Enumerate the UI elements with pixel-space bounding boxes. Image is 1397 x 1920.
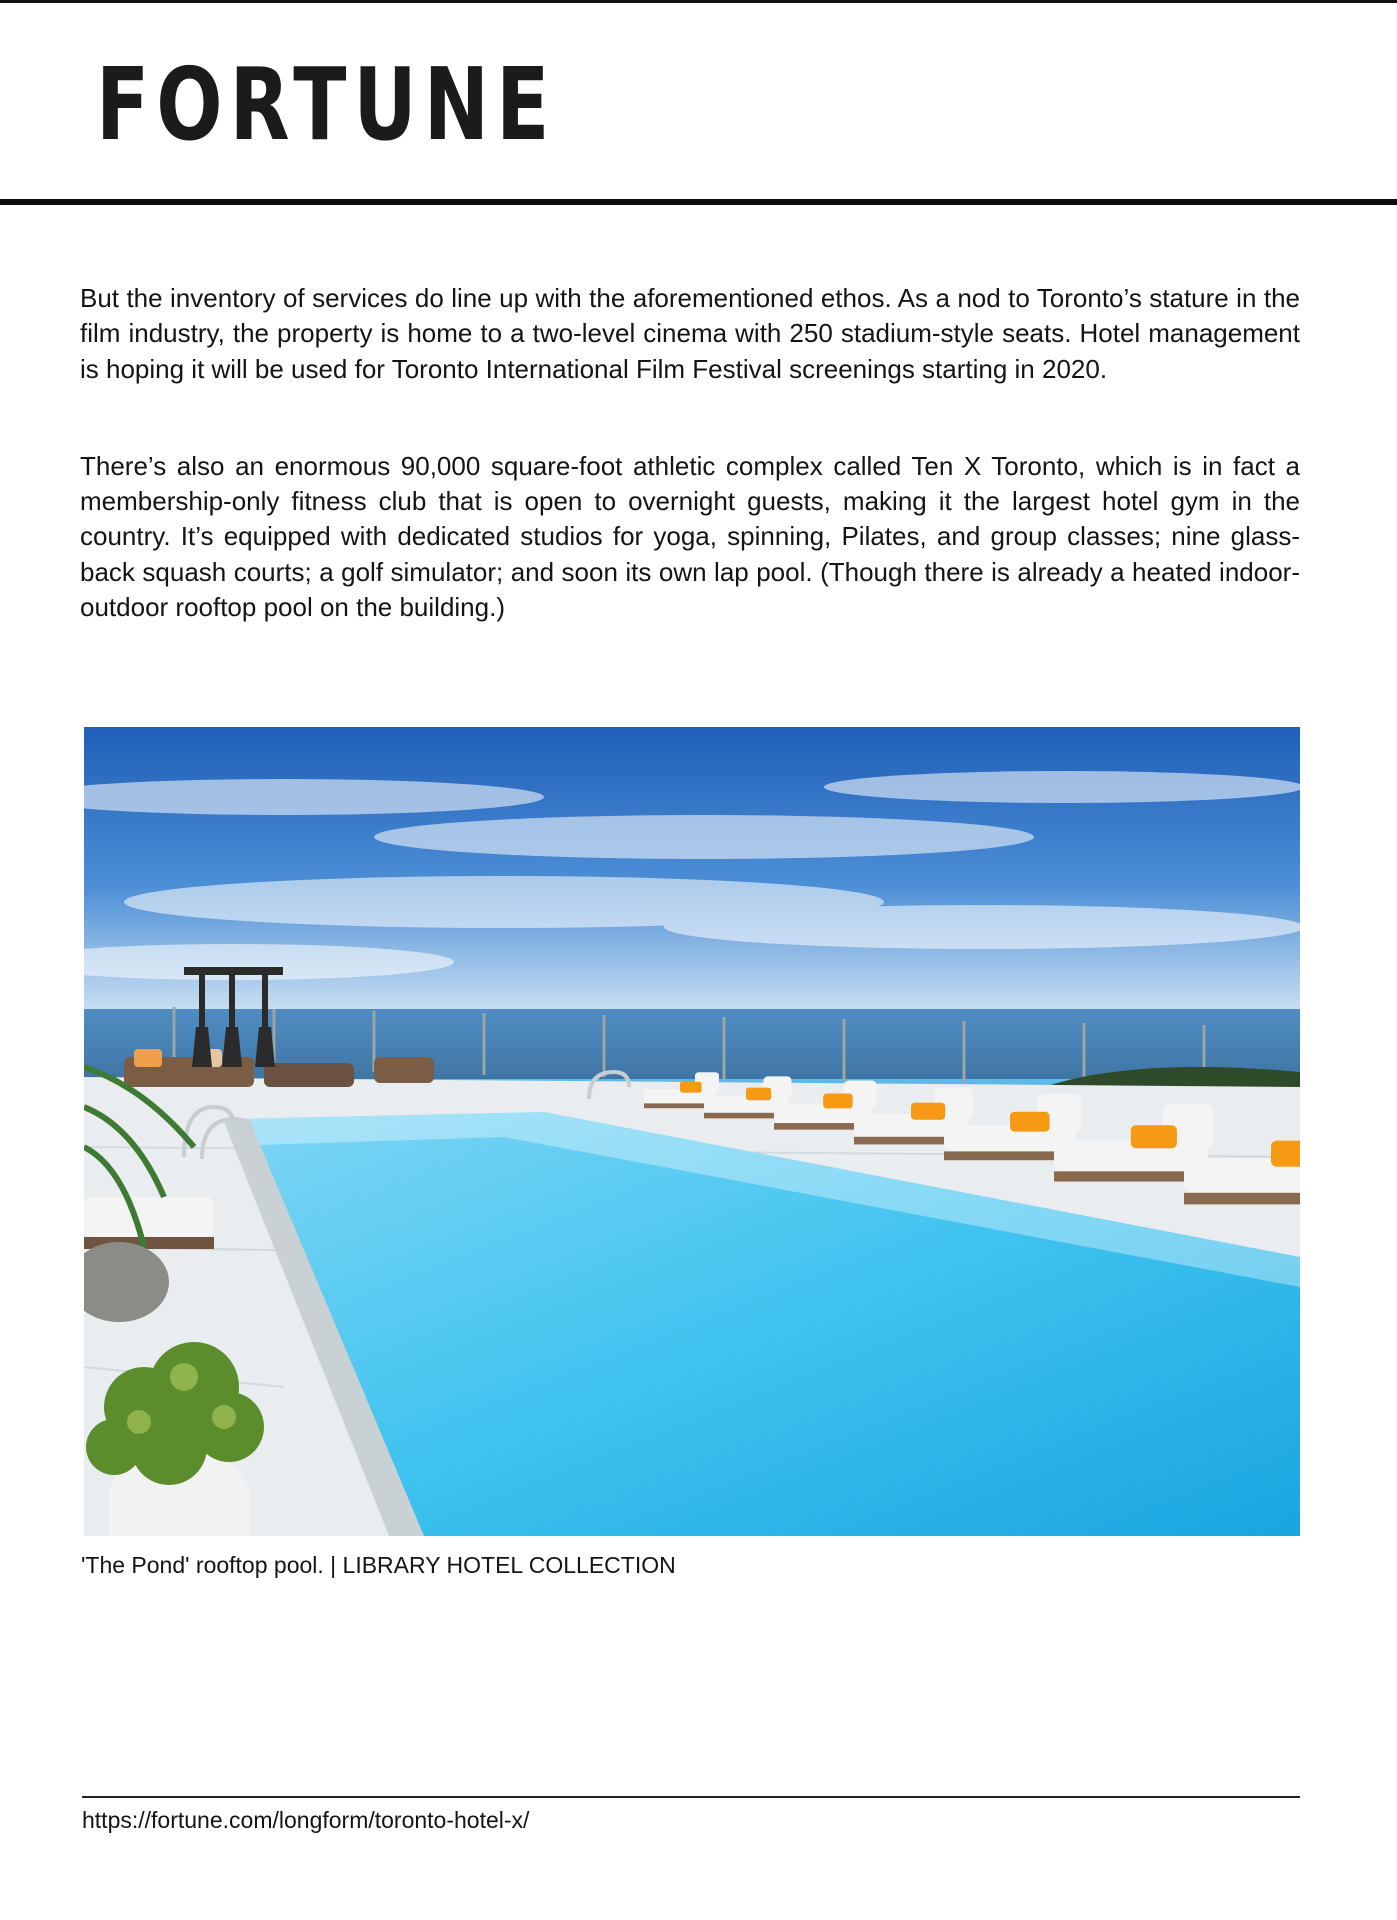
masthead: [0, 3, 1397, 199]
article-body: [80, 281, 1300, 625]
footer-divider: [82, 1796, 1300, 1798]
rooftop-pool-photo: [84, 727, 1300, 1536]
source-url[interactable]: https://fortune.com/longform/toronto-hotel-x/: [82, 1807, 530, 1833]
article-paragraph-2: There’s also an enormous 90,000 square-foot athletic complex called Ten X Toronto, which is in fact a membership-only fitness club that is open to overnight guests, making it the largest hotel gym in the country. It’s equipped with dedicated studios for yoga, spinning, Pilates, and group classes; nine glass-back squash courts; a golf simulator; and soon its own lap pool. (Though there is already a heated indoor-outdoor rooftop pool on the building.): [80, 450, 1300, 623]
photo-caption: 'The Pond' rooftop pool. | LIBRARY HOTEL COLLECTION: [81, 1552, 676, 1578]
header-divider: [0, 199, 1397, 205]
fortune-logo[interactable]: FORTUNE: [96, 46, 557, 163]
article-paragraph-1: But the inventory of services do line up with the aforementioned ethos. As a nod to Toronto’s stature in the film industry, the property is home to a two-level cinema with 250 stadium-style seats. Hotel management is hoping it will be used for Toronto International Film Festival screenings starting in 2020.: [80, 283, 1300, 384]
